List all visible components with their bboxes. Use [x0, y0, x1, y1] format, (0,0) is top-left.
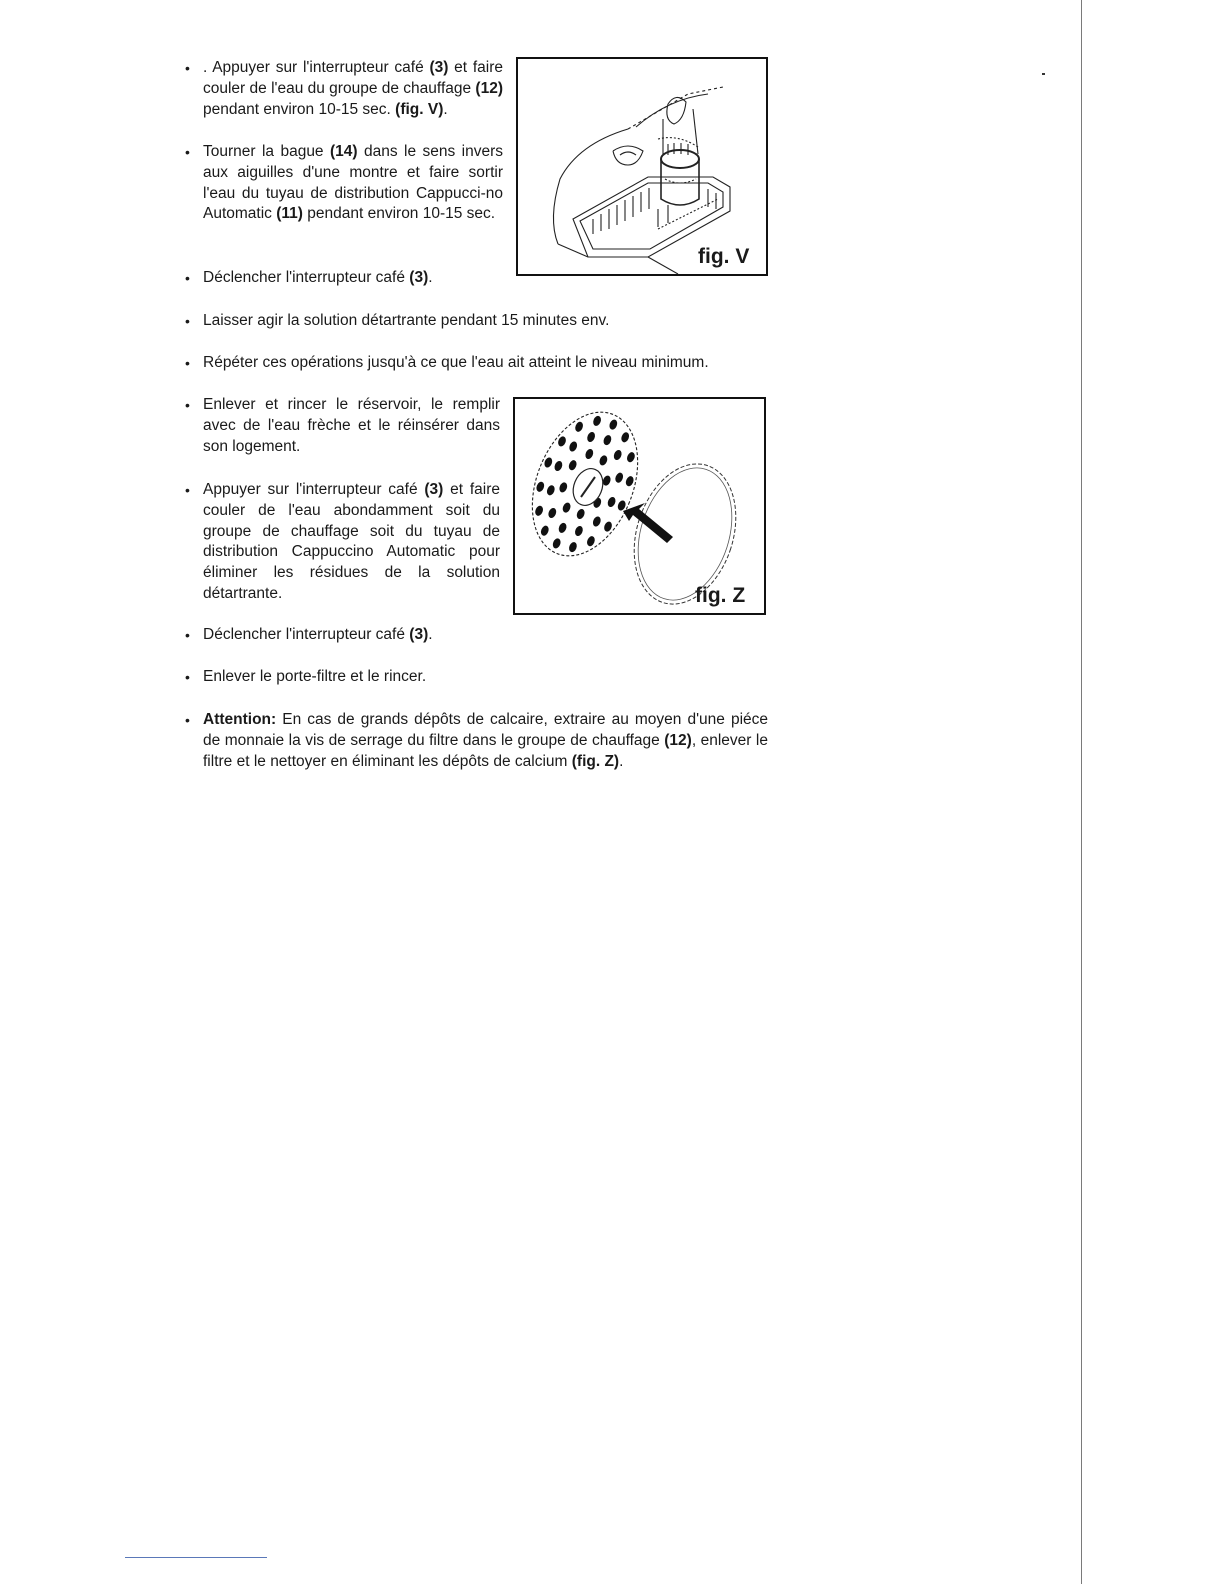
text-run: En cas de grands dépôts de calcaire, extraire au moyen d'une piéce de monnaie la vis de serrage du filtre dans le groupe de chauffage	[203, 711, 768, 749]
bold-reference: (fig. Z)	[571, 752, 620, 770]
text-run: Appuyer sur l'interrupteur café	[203, 481, 425, 498]
figure-v-label: fig. V	[698, 245, 750, 268]
instruction-item	[185, 625, 603, 646]
figure-z	[513, 397, 766, 615]
instruction-item	[185, 667, 603, 688]
bullet-icon: •	[185, 60, 190, 76]
text-run: Déclencher l'interrupteur café	[203, 626, 410, 643]
text-run: Enlever et rincer le réservoir, le remplir avec de l'eau frèche et le réinsérer dans son logement.	[203, 396, 500, 455]
bold-reference: (fig. V)	[395, 100, 444, 118]
arrow-icon	[623, 503, 673, 543]
instruction-item	[185, 268, 503, 289]
scan-speck	[1042, 73, 1045, 75]
figure-v	[516, 57, 768, 276]
text-run: .	[619, 752, 624, 770]
instruction-item	[185, 142, 503, 225]
figure-z-label: fig. Z	[695, 584, 746, 607]
text-run: .	[428, 269, 433, 286]
bullet-icon: •	[185, 712, 190, 728]
page-edge-line	[1081, 0, 1082, 1584]
bold-reference: (14)	[329, 143, 358, 160]
bullet-icon: •	[185, 270, 190, 286]
bold-reference: (3)	[424, 481, 444, 498]
text-run: pendant environ 10-15 sec.	[203, 100, 396, 118]
bold-reference: (3)	[429, 59, 449, 76]
bold-reference: (3)	[409, 626, 429, 643]
instruction-item	[185, 353, 803, 374]
text-run: et faire couler de l'eau abondamment soit du groupe de chauffage soit du tuyau de distribution Cappuccino Automatic pour éliminer les résidues de la solution détartrante.	[203, 481, 500, 602]
instruction-item	[185, 395, 500, 457]
bullet-icon: •	[185, 355, 190, 371]
text-run: Laisser agir la solution détartrante pendant 15 minutes env.	[203, 312, 610, 329]
text-run: Déclencher l'interrupteur café	[203, 269, 410, 286]
coffee-machine-illustration	[518, 59, 766, 274]
text-run: Tourner la bague	[203, 143, 330, 160]
instruction-item	[185, 311, 803, 332]
bold-reference: (11)	[276, 205, 303, 223]
bold-reference: (3)	[409, 269, 429, 286]
bullet-icon: •	[185, 313, 190, 329]
text-run: .	[428, 626, 433, 643]
bullet-icon: •	[185, 669, 190, 685]
instruction-item	[185, 710, 768, 772]
instruction-item	[185, 480, 500, 605]
text-run: .	[443, 100, 448, 118]
text-run: Répéter ces opérations jusqu'à ce que l'eau ait atteint le niveau minimum.	[203, 354, 709, 371]
text-run: Enlever le porte-filtre et le rincer.	[203, 668, 427, 685]
bold-reference: (12)	[664, 731, 692, 749]
instruction-item	[185, 58, 503, 120]
bold-reference: (12)	[475, 79, 503, 97]
bullet-icon: •	[185, 144, 190, 160]
text-run: dans le sens invers aux aiguilles d'une montre et faire sortir l'eau du tuyau de distribution Cappucci-no Automatic	[203, 143, 503, 223]
footer-rule	[125, 1557, 267, 1558]
bullet-icon: •	[185, 397, 190, 413]
bullet-icon: •	[185, 627, 190, 643]
bold-reference: Attention:	[203, 711, 277, 728]
text-run: et faire couler de l'eau du groupe de chauffage	[203, 59, 503, 97]
bullet-icon: •	[185, 482, 190, 498]
text-run: . Appuyer sur l'interrupteur café	[203, 59, 430, 76]
filter-disc-illustration	[515, 399, 764, 613]
text-run: , enlever le filtre et le nettoyer en éliminant les dépôts de calcium	[203, 731, 768, 770]
text-run: pendant environ 10-15 sec.	[302, 205, 496, 223]
